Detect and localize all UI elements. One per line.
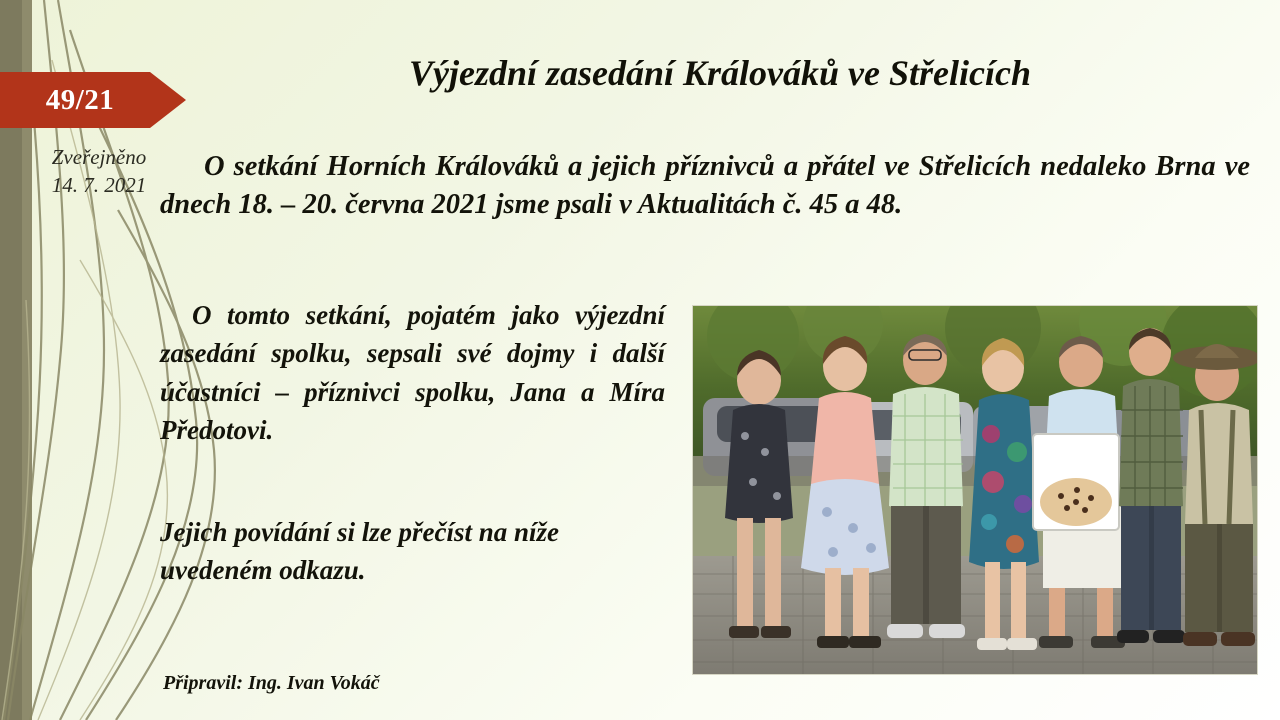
slide-number-label: 49/21	[45, 84, 115, 116]
slide-number-ribbon	[0, 72, 190, 128]
group-photo	[692, 305, 1258, 675]
published-info	[24, 143, 174, 200]
published-label: Zveřejněno	[51, 145, 147, 169]
paragraph-intro: O setkání Horních Králováků a jejich příznivců a přátel ve Střelicích nedaleko Brna ve dnech 18. – 20. června 2021 jsme psali v Aktualitách č. 45 a 48.	[160, 151, 1250, 220]
footer-credit: Připravil: Ing. Ivan Vokáč	[163, 672, 380, 694]
page-title: Výjezdní zasedání Králováků ve Střelicích	[408, 53, 1031, 93]
paragraph-body-first: O tomto setkání, pojatém jako výjezdní zasedání spolku, sepsali své dojmy i další účastníci – příznivci spolku, Jana a Míra Předotovi.	[160, 300, 665, 445]
group-photo-illustration	[693, 306, 1257, 674]
paragraph-body-second: Jejich povídání si lze přečíst na níže uvedeném odkazu.	[160, 517, 560, 586]
published-date: 14. 7. 2021	[51, 173, 147, 198]
